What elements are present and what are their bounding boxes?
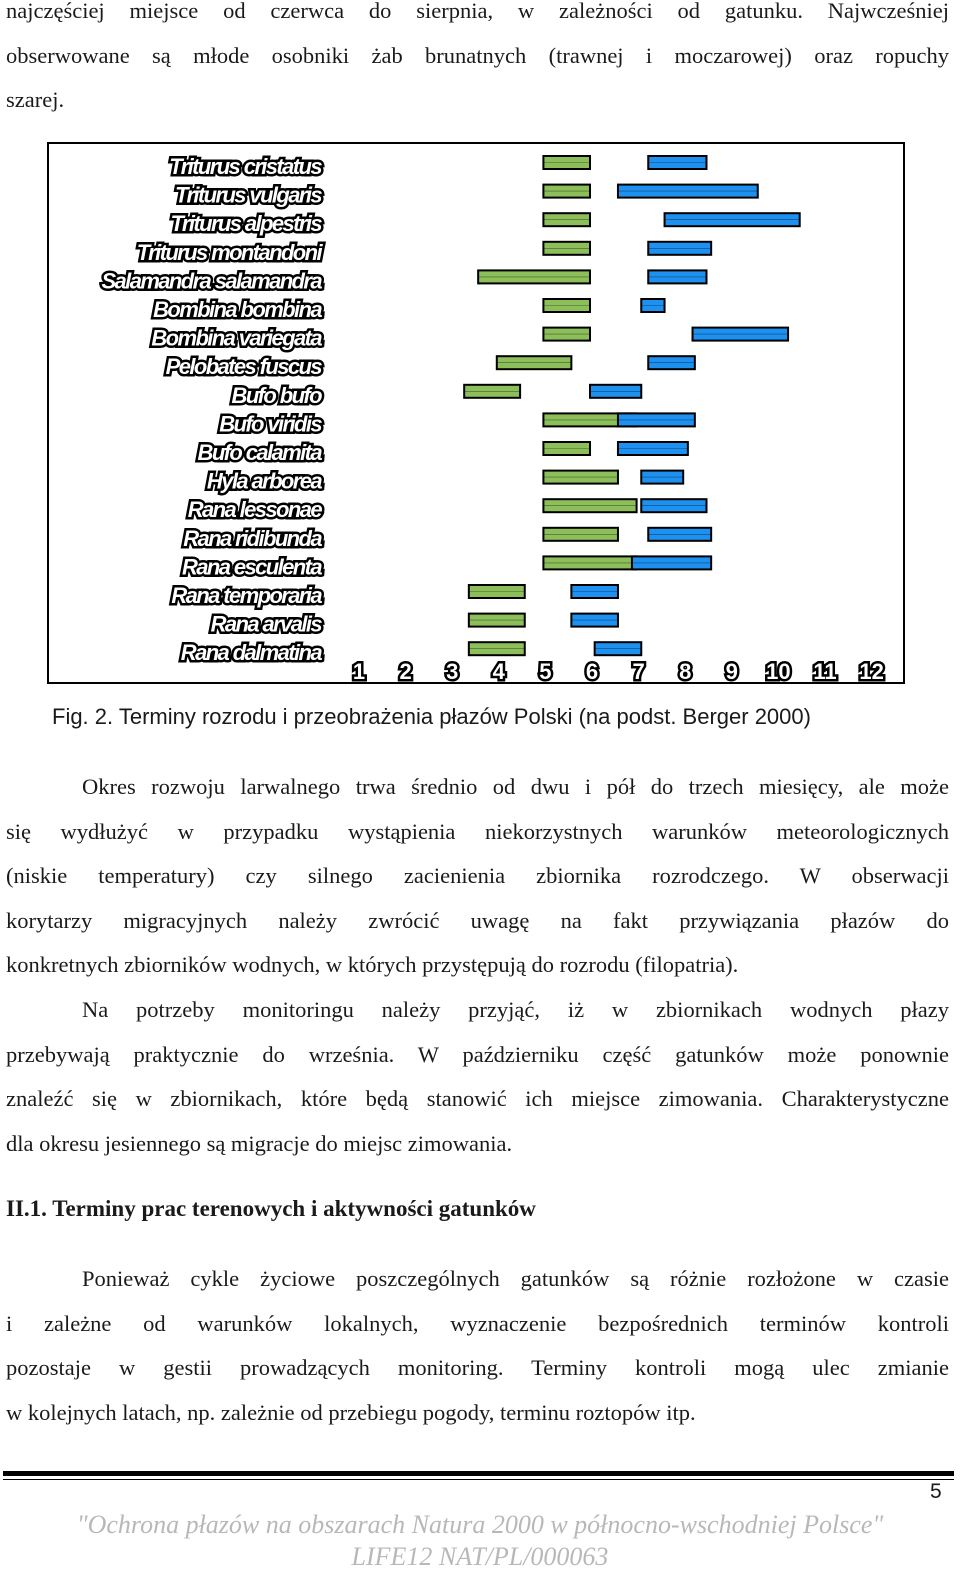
month-tick-label: 9: [725, 659, 738, 682]
month-tick-label: 4: [492, 659, 505, 682]
month-tick-label: 5: [539, 659, 552, 682]
paragraph-line: pozostaje w gestii prowadzących monitoring. Terminy kontroli mogą ulec zmianie: [6, 1355, 949, 1380]
species-label: Triturus cristatus: [169, 154, 321, 179]
section-heading: II.1. Terminy prac terenowych i aktywności gatunków: [6, 1196, 536, 1221]
paragraph-line: korytarzy migracyjnych należy zwrócić uwagę na fakt przywiązania płazów do: [6, 907, 949, 933]
species-label: Rana temporaria: [171, 583, 321, 608]
species-label: Triturus vulgaris: [175, 182, 321, 208]
species-label: Bombina variegata: [151, 325, 321, 351]
intro-line: najczęściej miejsce od czerwca do sierpnia, w zależności od gatunku. Najwcześniej: [6, 0, 949, 23]
paragraph-line: Na potrzeby monitoringu należy przyjąć, iż w zbiornikach wodnych płazy: [82, 997, 949, 1022]
intro-paragraph: [6, 0, 949, 123]
month-tick-label: 2: [399, 659, 412, 682]
species-label: Rana arvalis: [210, 611, 321, 637]
species-label: Bufo calamita: [197, 440, 321, 465]
intro-line: szarej.: [6, 87, 65, 112]
species-label: Triturus montandoni: [136, 239, 321, 265]
paragraph-line: przebywają praktycznie do września. W październiku część gatunków może ponownie: [6, 1041, 949, 1067]
paragraph-line: konkretnych zbiorników wodnych, w których przystępują do rozrodu (filopatria).: [6, 952, 739, 977]
footer-rule-thin: [3, 1479, 954, 1480]
month-tick-label: 12: [859, 659, 884, 682]
month-tick-label: 11: [813, 659, 837, 682]
breeding-chart-svg: [49, 144, 903, 682]
species-label: Rana dalmatina: [180, 640, 321, 666]
footer-code: LIFE12 NAT/PL/000063: [351, 1542, 609, 1571]
species-label: Bufo bufo: [231, 382, 321, 408]
footer-title: "Ochrona płazów na obszarach Natura 2000 w północno-wschodniej Polsce": [76, 1510, 884, 1539]
species-label: Rana esculenta: [181, 554, 321, 580]
page-number: 5: [930, 1480, 942, 1503]
month-tick-label: 6: [585, 659, 599, 682]
species-label: Triturus alpestris: [170, 211, 321, 237]
paragraph-field-work: [6, 1257, 949, 1435]
month-tick-label: 7: [632, 659, 645, 682]
paragraph-line: dla okresu jesiennego są migracje do miejsc zimowania.: [6, 1130, 513, 1156]
paragraph-line: znaleźć się w zbiornikach, które będą stanowić ich miejsce zimowania. Charakterystyczne: [6, 1086, 949, 1111]
intro-line: obserwowane są młode osobniki żab brunatnych (trawnej i moczarowej) oraz ropuchy: [6, 42, 949, 68]
species-label: Bombina bombina: [153, 297, 321, 322]
species-label: Bufo viridis: [219, 411, 321, 437]
paragraph-line: się wydłużyć w przypadku wystąpienia niekorzystnych warunków meteorologicznych: [6, 818, 949, 844]
paragraph-monitoring: [6, 988, 949, 1166]
species-label: Hyla arborea: [206, 468, 321, 494]
species-label: Rana ridibunda: [183, 525, 321, 551]
month-tick-label: 8: [679, 659, 692, 682]
species-label: Pelobates fuscus: [165, 354, 321, 380]
month-tick-label: 10: [766, 659, 791, 682]
figure-caption: Fig. 2. Terminy rozrodu i przeobrażenia płazów Polski (na podst. Berger 2000): [52, 704, 811, 729]
species-label: Salamandra salamandra: [101, 268, 321, 294]
paragraph-line: i zależne od warunków lokalnych, wyznaczenie bezpośrednich terminów kontroli: [6, 1310, 949, 1336]
paragraph-larval-development: [6, 765, 949, 988]
paragraph-line: Ponieważ cykle życiowe poszczególnych gatunków są różnie rozłożone w czasie: [82, 1266, 949, 1291]
month-tick-label: 1: [352, 659, 366, 682]
breeding-chart: [47, 142, 905, 684]
month-tick-label: 3: [446, 659, 459, 682]
species-label: Rana lessonae: [187, 497, 321, 523]
paragraph-line: w kolejnych latach, np. zależnie od przebiegu pogody, terminu roztopów itp.: [6, 1399, 696, 1425]
paragraph-line: Okres rozwoju larwalnego trwa średnio od dwu i pół do trzech miesięcy, ale może: [82, 774, 949, 799]
footer-rule-thick: [3, 1471, 954, 1476]
paragraph-line: (niskie temperatury) czy silnego zacienienia zbiornika rozrodczego. W obserwacji: [6, 863, 949, 888]
